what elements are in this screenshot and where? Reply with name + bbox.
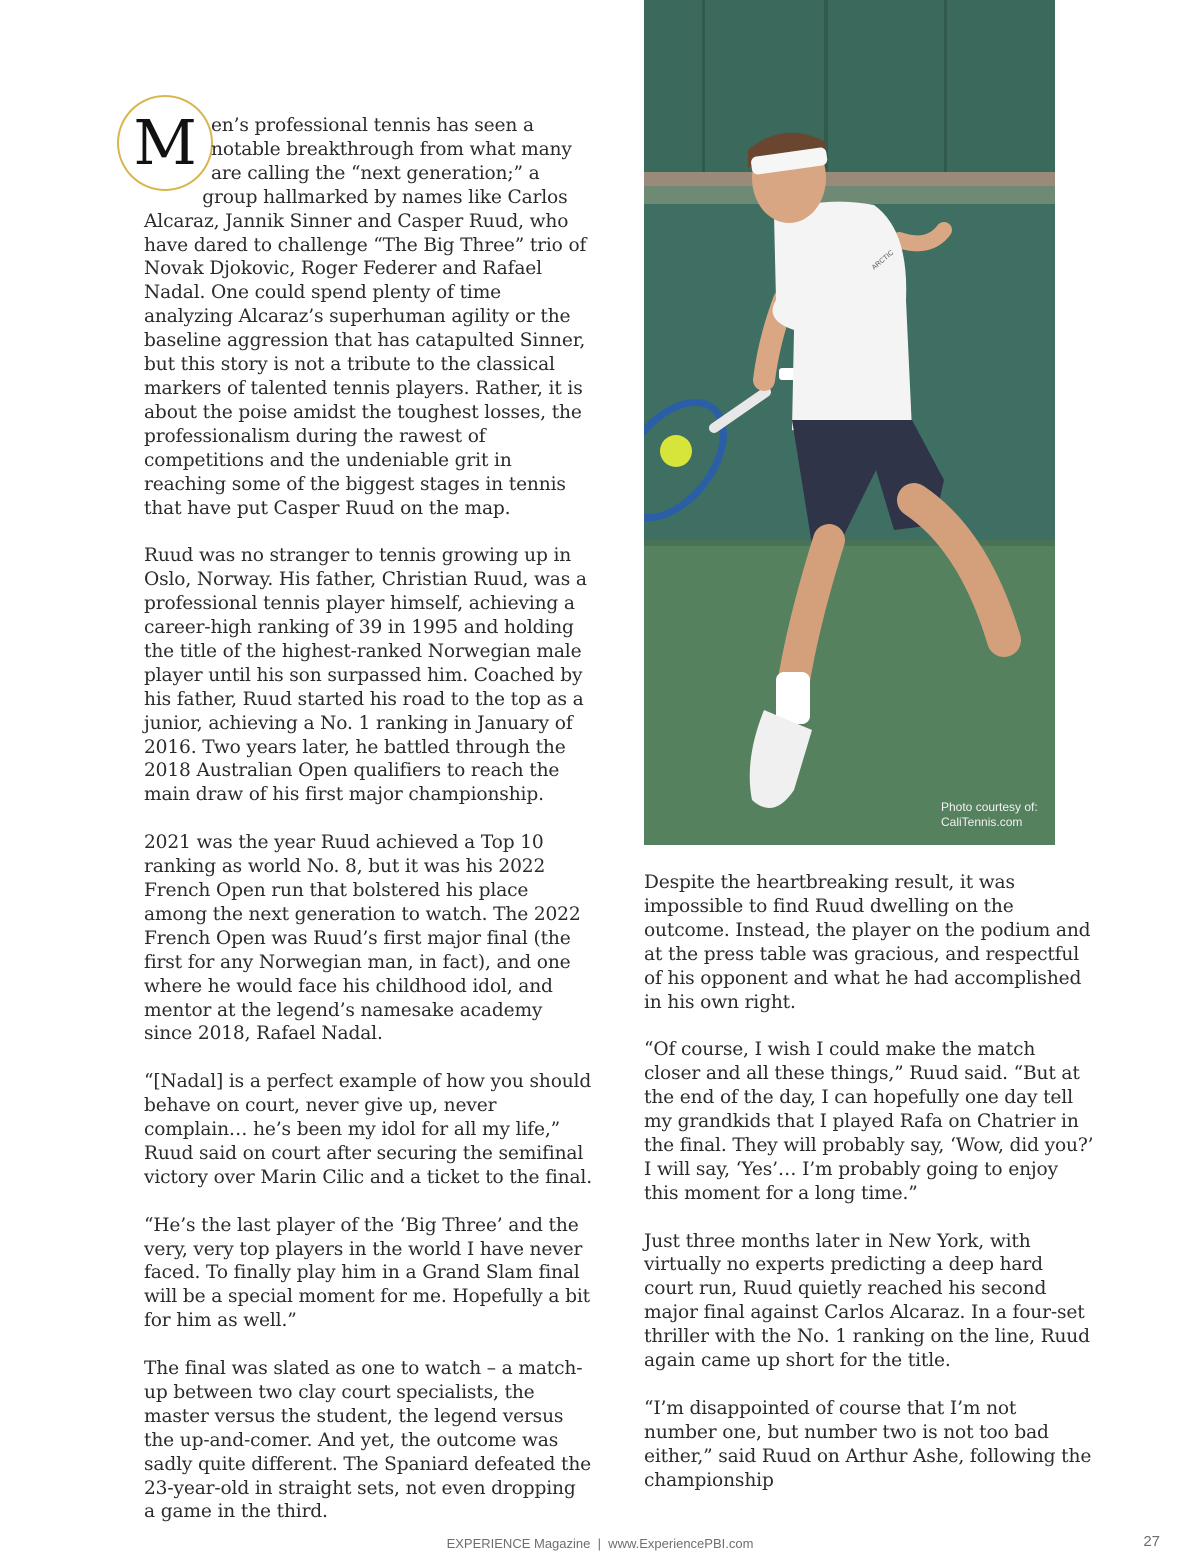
tennis-player-photo bbox=[644, 0, 1055, 845]
paragraph-french-open: 2021 was the year Ruud achieved a Top 10 ranking as world No. 8, but it was his 2022 French Open run that bolstered his place among the next generation to watch. The 2022 French Open was Ruud’s first major final (the first for any Norwegian man, in fact), and one where he would face his childhood idol, and mentor at the legend’s namesake academy since 2018, Rafael Nadal. bbox=[144, 832, 581, 1045]
paragraph-final: The final was slated as one to watch – a match-up between two clay court specialists, the master versus the student, the legend versus the up-and-comer. And yet, the outcome was sadly quite different. The Spaniard defeated the 23-year-old in straight sets, not even dropping a game in the third. bbox=[144, 1358, 592, 1523]
photo-credit-line2: CaliTennis.com bbox=[941, 815, 1023, 829]
player-illustration bbox=[644, 0, 1055, 845]
paragraph-ruud-quote: “Of course, I wish I could make the match closer and all these things,” Ruud said. “But at the end of the day, I can hopefully one day tell my grandkids that I played Rafa on Chatrier in the final. They will probably say, ‘Wow, did you?’ I will say, ‘Yes’… I’m probably going to enjoy this moment for a long time.” bbox=[644, 1039, 1094, 1204]
paragraph-intro: en’s professional tennis has seen a notable breakthrough from what many are calling the “next generation;” a group hallmarked by names like Carlos Alcaraz, Jannik Sinner and Casper Ruud, who have dared to challenge “The Big Three” trio of Novak Djokovic, Roger Federer and Rafael Nadal. One could spend plenty of time analyzing Alcaraz’s superhuman agility or the baseline aggression that has catapulted Sinner, but this story is not a tribute to the classical markers of talented tennis players. Rather, it is about the poise amidst the toughest losses, the professionalism during the rawest of competitions and the undeniable grit in reaching some of the biggest stages in tennis that have put Casper Ruud on the map. bbox=[144, 115, 587, 519]
article-column-left bbox=[133, 106, 592, 1524]
paragraph-nadal-quote: “[Nadal] is a perfect example of how you should behave on court, never give up, never complain… he’s been my idol for all my life,” Ruud said on court after securing the semifinal victory over Marin Cilic and a ticket to the final. bbox=[144, 1071, 592, 1188]
paragraph-aftermath: Despite the heartbreaking result, it was impossible to find Ruud dwelling on the outcome. Instead, the player on the podium and at the press table was gracious, and respectful of his opponent and what he had accomplished in his own right. bbox=[644, 872, 1091, 1013]
paragraph-big-three-quote: “He’s the last player of the ‘Big Three’ and the very, very top players in the world I have never faced. To finally play him in a Grand Slam final will be a special moment for me. Hopefully a bit for him as well.” bbox=[144, 1214, 590, 1332]
page-number: 27 bbox=[1143, 1533, 1160, 1550]
page-footer bbox=[0, 1533, 1200, 1554]
photo-credit bbox=[941, 800, 1038, 830]
paragraph-background: Ruud was no stranger to tennis growing up in Oslo, Norway. His father, Christian Ruud, was a professional tennis player himself, achieving a career-high ranking of 39 in 1995 and holding the title of the highest-ranked Norwegian male player until his son surpassed him. Coached by his father, Ruud started his road to the top as a junior, achieving a No. 1 ranking in January of 2016. Two years later, he battled through the 2018 Australian Open qualifiers to reach the main draw of his first major championship. bbox=[144, 545, 587, 806]
dropcap-letter: M bbox=[117, 95, 213, 191]
photo-credit-line1: Photo courtesy of: bbox=[941, 800, 1038, 814]
dropcap-ring bbox=[117, 95, 201, 199]
paragraph-us-open: Just three months later in New York, with virtually no experts predicting a deep hard court run, Ruud quietly reached his second major final against Carlos Alcaraz. In a four-set thriller with the No. 1 ranking on the line, Ruud again came up short for the title. bbox=[644, 1230, 1090, 1372]
footer-publication: EXPERIENCE Magazine | www.ExperiencePBI.com bbox=[446, 1536, 754, 1551]
paragraph-disappointed-quote: “I’m disappointed of course that I’m not number one, but number two is not too bad either,” said Ruud on Arthur Ashe, following the championship bbox=[644, 1397, 1092, 1491]
shirt-brand-text: ARCTIC bbox=[870, 249, 896, 272]
article-column-right bbox=[644, 871, 1094, 1493]
